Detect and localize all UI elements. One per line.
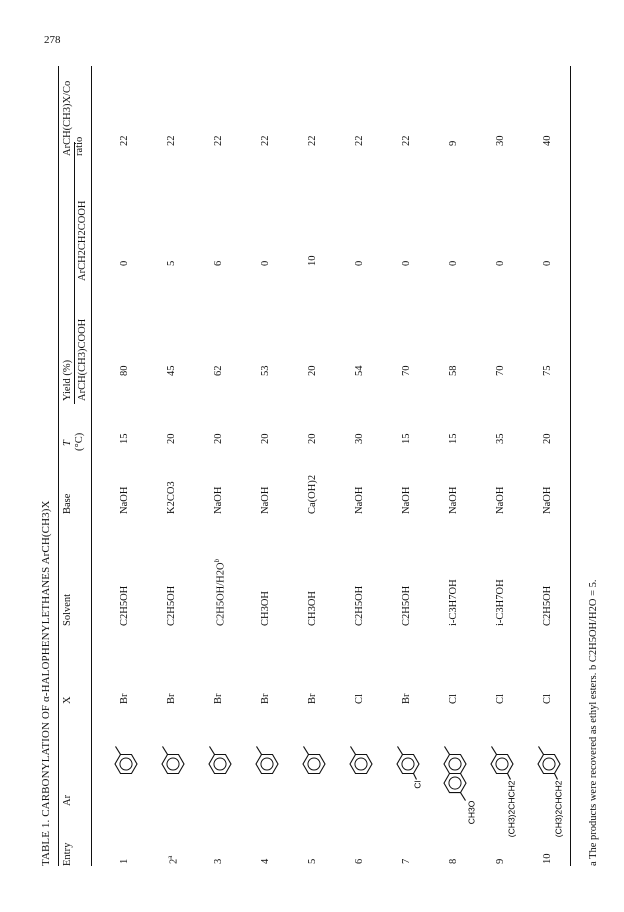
row-yield-branched: 75 (542, 365, 553, 376)
row-solvent: CH3OH (307, 590, 318, 626)
aromatic-circle (261, 758, 273, 770)
row-ratio: 22 (213, 135, 224, 146)
row-yield-branched: 20 (307, 365, 318, 376)
row-entry: 3 (213, 858, 224, 864)
benzene-ring (350, 755, 372, 774)
yield-span-rule (74, 142, 75, 404)
row-ratio: 22 (307, 135, 318, 146)
benzene-ring (209, 755, 231, 774)
substituent-bond (116, 746, 121, 754)
row-x: Br (213, 693, 224, 704)
header-ratio-2: ratio (74, 136, 85, 156)
row-x: Br (307, 693, 318, 704)
row-yield-branched: 80 (119, 365, 130, 376)
row-ratio: 22 (401, 135, 412, 146)
row-entry: 1 (119, 858, 130, 864)
row-temperature: 20 (213, 433, 224, 444)
aromatic-circle (543, 758, 555, 770)
header-base: Base (62, 493, 73, 514)
row-ratio: 9 (448, 140, 459, 146)
benzene-ring (538, 755, 560, 774)
row-yield-linear: 0 (119, 260, 130, 266)
row-temperature: 20 (260, 433, 271, 444)
row-ratio: 40 (542, 135, 553, 146)
row-x: Cl (542, 694, 553, 704)
aryl-structure (200, 706, 240, 836)
row-base: NaOH (401, 486, 412, 514)
aromatic-circle (214, 758, 226, 770)
row-temperature: 15 (448, 433, 459, 444)
aryl-structure (529, 706, 569, 836)
aryl-structure (341, 706, 381, 836)
benzene-ring (303, 755, 325, 774)
row-base: NaOH (213, 486, 224, 514)
row-x: Br (119, 693, 130, 704)
row-yield-linear: 10 (307, 255, 318, 266)
table-header-rule (91, 66, 92, 866)
benzene-ring (162, 755, 184, 774)
row-entry: 6 (354, 858, 365, 864)
row-temperature: 15 (119, 433, 130, 444)
row-base: NaOH (495, 486, 506, 514)
row-temperature: 15 (401, 433, 412, 444)
row-yield-linear: 0 (260, 260, 271, 266)
para-substituent-label: Cl (412, 780, 423, 789)
row-solvent: i-C3H7OH (448, 579, 459, 626)
header-ar: Ar (62, 794, 73, 806)
aryl-structure (106, 706, 146, 836)
aromatic-circle (402, 758, 414, 770)
row-yield-linear: 0 (448, 260, 459, 266)
table-top-rule (58, 66, 59, 866)
header-yield-2: ArCH2CH2COOH (77, 200, 88, 281)
aromatic-circle (355, 758, 367, 770)
row-yield-linear: 5 (166, 260, 177, 266)
aryl-structure (247, 706, 287, 836)
solvent-footnote-marker: b (213, 558, 221, 563)
row-yield-linear: 0 (542, 260, 553, 266)
substituent-bond (304, 746, 309, 754)
row-base: NaOH (448, 486, 459, 514)
row-base: NaOH (354, 486, 365, 514)
row-solvent: C2H5OH (542, 585, 553, 626)
row-entry: 7 (401, 858, 412, 864)
aryl-structure (294, 706, 334, 836)
table-title: TABLE 1. CARBONYLATION OF α-HALOPHENYLETHANES ArCH(CH3)X (40, 500, 52, 866)
benzene-ring (444, 774, 466, 793)
benzene-ring (491, 755, 513, 774)
header-solvent: Solvent (62, 593, 73, 626)
substituent-bond (398, 746, 403, 754)
substituent-bond (210, 746, 215, 754)
benzene-ring (256, 755, 278, 774)
row-entry: 8 (448, 858, 459, 864)
header-t: T (62, 440, 73, 446)
row-base: K2CO3 (166, 481, 177, 514)
row-yield-branched: 70 (401, 365, 412, 376)
substituent-bond (163, 746, 168, 754)
methoxy-bond (461, 793, 466, 801)
row-temperature: 35 (495, 433, 506, 444)
row-yield-branched: 58 (448, 365, 459, 376)
row-x: Cl (448, 694, 459, 704)
row-yield-branched: 54 (354, 365, 365, 376)
entry-footnote-marker: a (166, 855, 174, 859)
row-x: Br (260, 693, 271, 704)
aromatic-circle (449, 777, 461, 789)
table-bottom-rule (570, 66, 571, 866)
methoxy-label: CH3O (466, 800, 477, 825)
row-x: Cl (354, 694, 365, 704)
header-x: X (62, 696, 73, 704)
substituent-bond (539, 746, 544, 754)
table-footnote: a The products were recovered as ethyl esters. b C2H5OH/H2O = 5. (588, 579, 599, 866)
substituent-bond (257, 746, 262, 754)
aromatic-circle (120, 758, 132, 770)
row-ratio: 30 (495, 135, 506, 146)
row-temperature: 20 (307, 433, 318, 444)
substituent-bond (445, 746, 450, 754)
aryl-structure (153, 706, 193, 836)
row-solvent: C2H5OH (119, 585, 130, 626)
row-yield-branched: 45 (166, 365, 177, 376)
row-solvent: $C2H5OH/H2O^b$ (213, 558, 227, 626)
substituent-bond (492, 746, 497, 754)
page-number: 278 (44, 34, 61, 46)
row-base: NaOH (260, 486, 271, 514)
row-base: NaOH (542, 486, 553, 514)
rotated-table (36, 56, 599, 876)
row-ratio: 22 (260, 135, 271, 146)
aryl-structure (482, 706, 522, 836)
row-yield-branched: 62 (213, 365, 224, 376)
row-base: Ca(OH)2 (307, 474, 318, 514)
header-yield-1: ArCH(CH3)COOH (77, 318, 88, 401)
row-yield-branched: 53 (260, 365, 271, 376)
para-substituent-bond (508, 774, 511, 780)
row-ratio: 22 (119, 135, 130, 146)
row-ratio: 22 (354, 135, 365, 146)
aromatic-circle (449, 758, 461, 770)
row-yield-linear: 0 (354, 260, 365, 266)
row-solvent: CH3OH (260, 590, 271, 626)
substituent-bond (351, 746, 356, 754)
benzene-ring (444, 755, 466, 774)
row-entry: 5 (307, 858, 318, 864)
para-substituent-bond (555, 774, 558, 780)
benzene-ring (397, 755, 419, 774)
row-temperature: 20 (542, 433, 553, 444)
header-entry: Entry (62, 842, 73, 866)
row-x: Cl (495, 694, 506, 704)
aryl-structure (435, 706, 475, 836)
aromatic-circle (496, 758, 508, 770)
row-entry: 2$^a$ (166, 855, 180, 864)
row-base: NaOH (119, 486, 130, 514)
row-x: Br (166, 693, 177, 704)
para-substituent-bond (414, 774, 417, 780)
row-entry: 4 (260, 858, 271, 864)
row-solvent: C2H5OH (354, 585, 365, 626)
row-temperature: 20 (166, 433, 177, 444)
header-ratio: ArCH(CH3)X/Co (62, 80, 73, 156)
aryl-structure (388, 706, 428, 836)
row-entry: 10 (542, 853, 553, 864)
row-x: Br (401, 693, 412, 704)
row-solvent: C2H5OH (401, 585, 412, 626)
row-temperature: 30 (354, 433, 365, 444)
para-substituent-label: (CH3)2CHCH2 (506, 780, 517, 838)
header-yield: Yield (%) (62, 359, 73, 401)
row-yield-branched: 70 (495, 365, 506, 376)
row-entry: 9 (495, 858, 506, 864)
aromatic-circle (308, 758, 320, 770)
row-yield-linear: 6 (213, 260, 224, 266)
row-solvent: i-C3H7OH (495, 579, 506, 626)
row-yield-linear: 0 (495, 260, 506, 266)
header-t-unit: (°C) (74, 432, 85, 451)
row-ratio: 22 (166, 135, 177, 146)
row-yield-linear: 0 (401, 260, 412, 266)
para-substituent-label: (CH3)2CHCH2 (553, 780, 564, 838)
benzene-ring (115, 755, 137, 774)
aromatic-circle (167, 758, 179, 770)
row-solvent: C2H5OH (166, 585, 177, 626)
